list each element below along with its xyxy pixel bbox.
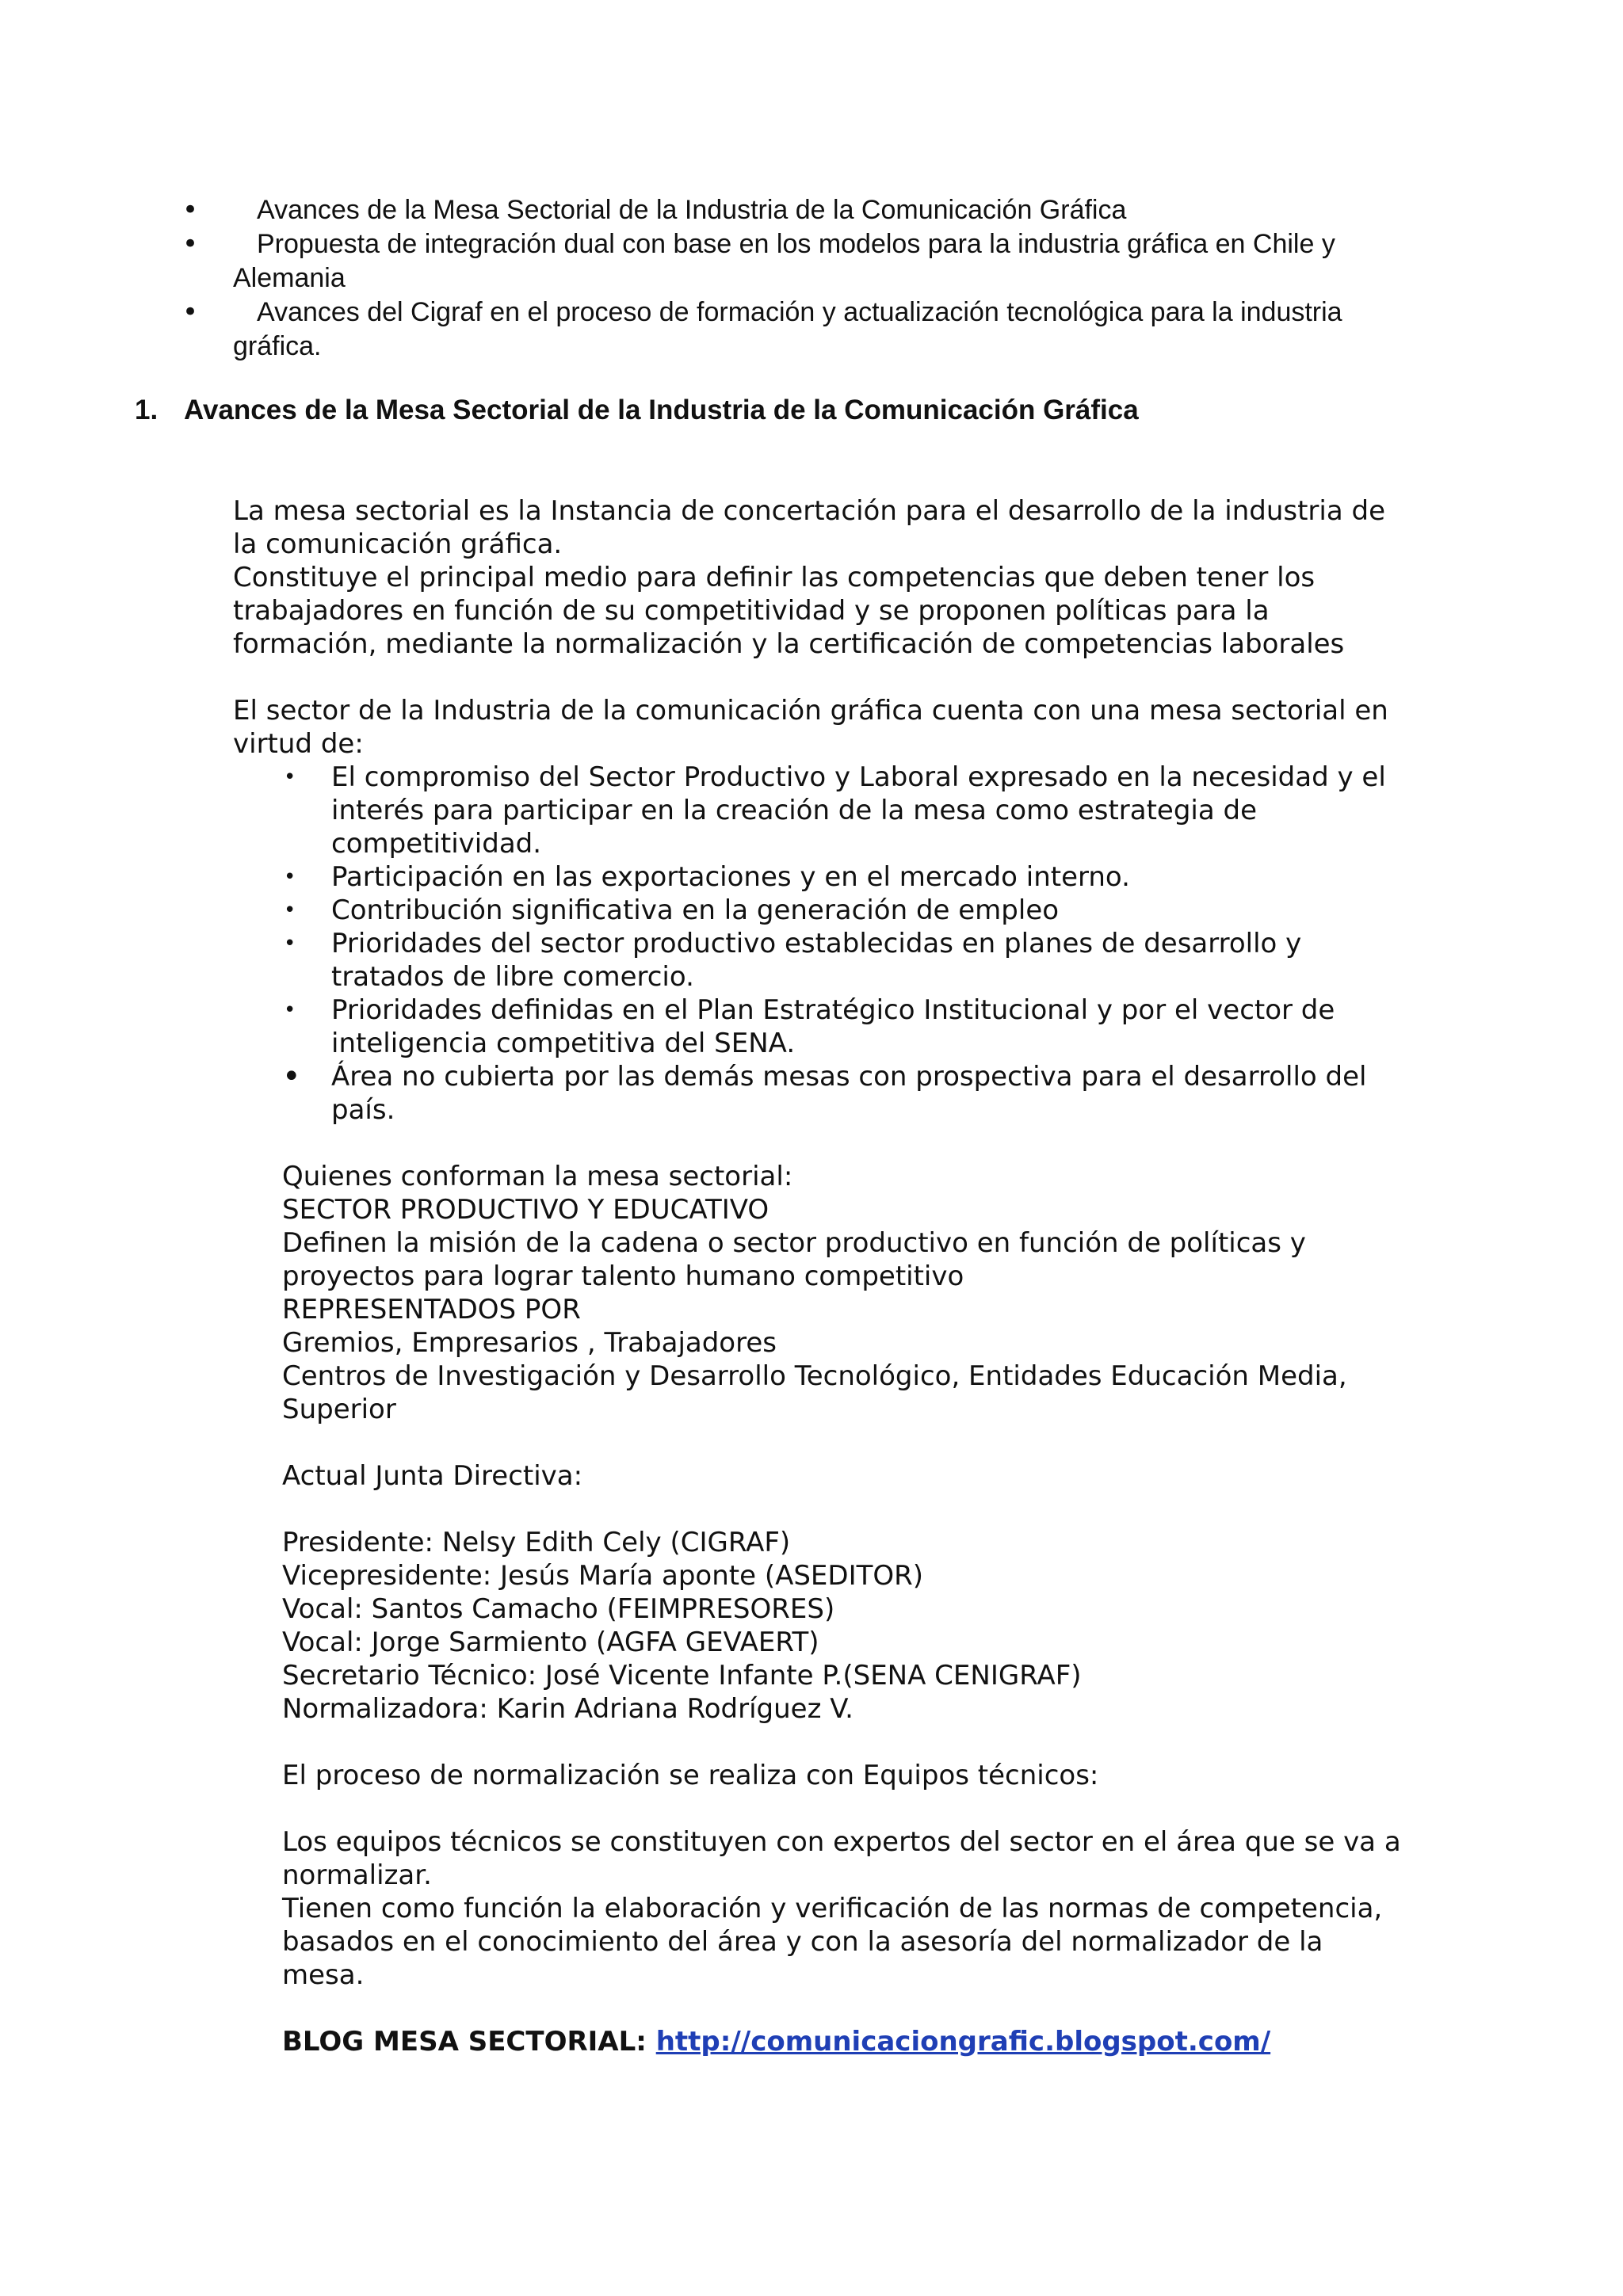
bullet-icon: • (182, 296, 199, 328)
intro-paragraph: El sector de la Industria de la comunicación gráfica cuenta con una mesa sectorial en virtud de: (233, 695, 1388, 760)
blog-link[interactable]: http://comunicaciongrafic.blogspot.com/ (655, 2026, 1271, 2058)
board-member: Vicepresidente: Jesús María aponte (ASEDITOR) (282, 1560, 924, 1592)
top-bullet-item: • Propuesta de integración dual con base en los modelos para la industria gráfica en Chile y Alemania (182, 228, 1335, 293)
list-item: • Prioridades del sector productivo establecidas en planes de desarrollo y tratados de libre comercio. (284, 928, 1302, 993)
members-block (282, 1127, 1406, 2058)
top-bullet-item: • Avances del Cigraf en el proceso de formación y actualización tecnológica para la industria gráfica. (182, 296, 1342, 361)
bullet-icon: • (284, 765, 296, 789)
list-item: • Área no cubierta por las demás mesas con prospectiva para el desarrollo del país. (282, 1058, 1367, 1126)
reasons-list (282, 761, 1406, 1127)
members-sector: SECTOR PRODUCTIVO Y EDUCATIVO (282, 1194, 769, 1226)
bullet-icon: • (284, 898, 296, 922)
board-member: Secretario Técnico: José Vicente Infante P.(SENA CENIGRAF) (282, 1660, 1082, 1691)
board-member: Vocal: Santos Camacho (FEIMPRESORES) (282, 1593, 835, 1625)
bullet-icon: • (284, 865, 296, 889)
intro-paragraph: Constituye el principal medio para definir las competencias que deben tener los trabajadores en función de su competitividad y se proponen políticas para la formación, mediante la normalización y la certificación de competencias laborales (233, 562, 1345, 660)
board-member: Presidente: Nelsy Edith Cely (CIGRAF) (282, 1527, 791, 1558)
bullet-icon: • (284, 932, 296, 955)
members-represented: REPRESENTADOS POR (282, 1294, 581, 1325)
top-bullet-item: • Avances de la Mesa Sectorial de la Industria de la Comunicación Gráfica (182, 194, 1127, 226)
process-heading: El proceso de normalización se realiza con Equipos técnicos: (282, 1760, 1099, 1791)
members-mission: Definen la misión de la cadena o sector productivo en función de políticas y proyectos para lograr talento humano competitivo (282, 1227, 1306, 1292)
blog-line (282, 2025, 1406, 2058)
board-heading: Actual Junta Directiva: (282, 1460, 583, 1492)
section-number: 1. (135, 395, 158, 425)
board-member: Vocal: Jorge Sarmiento (AGFA GEVAERT) (282, 1627, 819, 1658)
bullet-icon: • (182, 194, 199, 226)
bullet-icon: • (284, 998, 296, 1022)
top-bullet-list (182, 193, 1419, 364)
section-heading (135, 393, 1139, 427)
bullet-icon: • (182, 228, 199, 260)
board-member: Normalizadora: Karin Adriana Rodríguez V. (282, 1693, 854, 1725)
bullet-icon: • (282, 1058, 301, 1095)
members-centers: Centros de Investigación y Desarrollo Tecnológico, Entidades Educación Media, Superior (282, 1360, 1347, 1425)
section-body (233, 494, 1406, 2058)
list-item: • Participación en las exportaciones y en el mercado interno. (284, 861, 1130, 893)
list-item: • El compromiso del Sector Productivo y Laboral expresado en la necesidad y el interés para participar en la creación de la mesa como estrategia de competitividad. (284, 761, 1386, 860)
members-heading: Quienes conforman la mesa sectorial: (282, 1161, 793, 1192)
list-item: • Prioridades definidas en el Plan Estratégico Institucional y por el vector de inteligencia competitiva del SENA. (284, 994, 1335, 1059)
intro-paragraph: La mesa sectorial es la Instancia de concertación para el desarrollo de la industria de la comunicación gráfica. (233, 495, 1385, 560)
members-groups: Gremios, Empresarios , Trabajadores (282, 1327, 777, 1359)
section-title: Avances de la Mesa Sectorial de la Industria de la Comunicación Gráfica (184, 395, 1139, 425)
process-paragraph: Los equipos técnicos se constituyen con expertos del sector en el área que se va a normalizar. (282, 1826, 1401, 1891)
list-item: • Contribución significativa en la generación de empleo (284, 894, 1060, 926)
process-paragraph: Tienen como función la elaboración y verificación de las normas de competencia, basados en el conocimiento del área y con la asesoría del normalizador de la mesa. (282, 1893, 1383, 1991)
blog-label: BLOG MESA SECTORIAL: (282, 2026, 656, 2058)
